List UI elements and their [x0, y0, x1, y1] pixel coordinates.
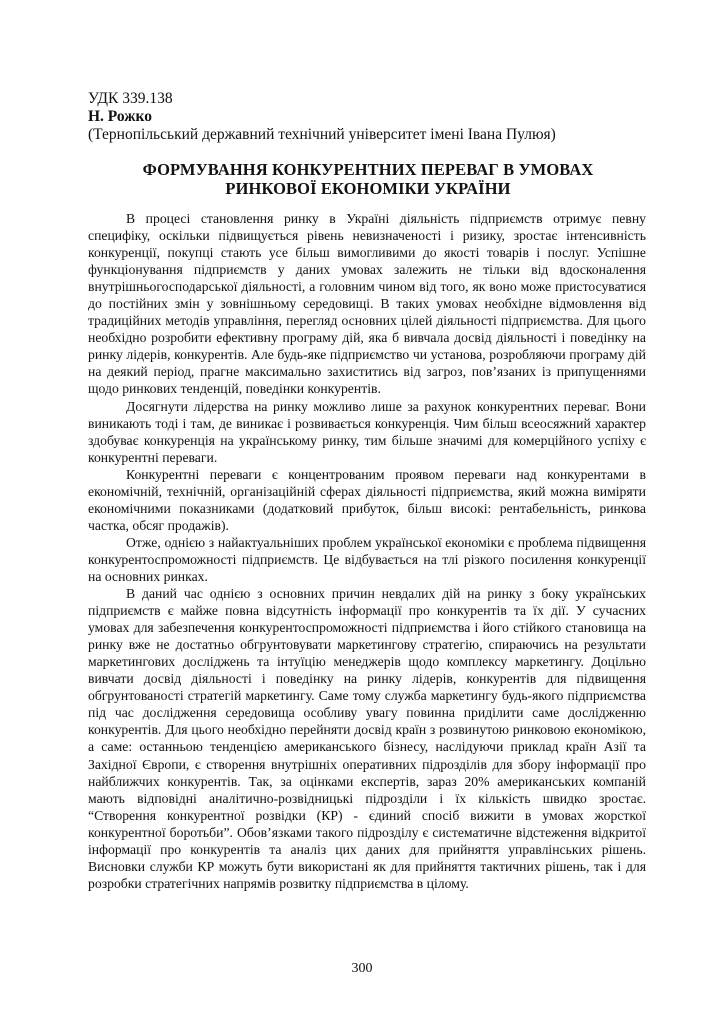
udc-code: УДК 339.138 — [88, 90, 173, 107]
article-header — [88, 90, 648, 144]
title-line-2: РИНКОВОЇ ЕКОНОМІКИ УКРАЇНИ — [225, 179, 511, 198]
title-line-1: ФОРМУВАННЯ КОНКУРЕНТНИХ ПЕРЕВАГ В УМОВАХ — [142, 160, 594, 179]
page-number: 300 — [351, 961, 373, 976]
paragraph: В процесі становлення ринку в Україні діяльність підприємств отримує певну специфіку, оскільки підвищується рівень невизначеності і ризику, зростає інтенсивність конкуренції, покупці стають усе більш вимогливими до якості товарів і послуг. Успішне функціонування підприємств у даних умовах залежить не тільки від вдосконалення внутрішньогосподарської діяльності, а головним чином від того, як воно може пристосуватися до постійних змін у зовнішньому середовищі. В таких умовах необхідне відмовлення від традиційних методів управління, перегляд основних цілей діяльності підприємства. Для цього необхідно розробити ефективну програму дій, яка б вивчала досвід діяльності і поведінку на ринку лідерів, конкурентів. Але будь-яке підприємство чи установа, розробляючи програму дій на деякий період, прагне максимально захиститись від загроз, пов’язаних із припущеннями щодо ринкових тенденцій, поведінки конкурентів. — [88, 211, 646, 397]
author-name: Н. Рожко — [88, 108, 152, 125]
paragraph: Отже, однією з найактуальніших проблем української економіки є проблема підвищення конкурентоспроможності підприємств. Це відбувається на тлі різкого посилення конкуренції на основних ринках. — [88, 534, 646, 584]
paragraph: Досягнути лідерства на ринку можливо лише за рахунок конкурентних переваг. Вони виникають тоді і там, де виникає і розвивається конкуренція. Чим більш всеосяжний характер здобуває конкуренція на українському ринку, тим більше значимі для комерційного успіху є конкурентні переваги. — [88, 398, 646, 465]
article-title — [88, 160, 648, 198]
author-affiliation: (Тернопільський державний технічний університет імені Івана Пулюя) — [88, 126, 556, 143]
article-body — [88, 210, 646, 892]
paragraph: Конкурентні переваги є концентрованим проявом переваги над конкурентами в економічній, технічній, організаційній сферах діяльності підприємства, який можна виміряти економічними показниками (додатковий прибуток, більш високі: рентабельність, ринкова частка, обсяг продажів). — [88, 466, 646, 533]
paragraph: В даний час однією з основних причин невдалих дій на ринку з боку українських підприємств є майже повна відсутність інформації про конкурентів та їх дії. У сучасних умовах для забезпечення конкурентоспроможності підприємства і його стійкого становища на ринку вже не достатньо обгрунтовувати маркетингову стратегію, спираючись на результати маркетингових досліджень та інтуїцію менеджерів щодо комплексу маркетингу. Доцільно вивчати досвід діяльності і поведінку на ринку лідерів, конкурентів для підвищення обгрунтованості стратегій маркетингу. Саме тому служба маркетингу будь-якого підприємства під час дослідження середовища особливу увагу повинна приділити саме дослідженню конкурентів. Для цього необхідно перейняти досвід країн з розвинутою ринковою економікою, а саме: останньою тенденцією американського бізнесу, наслідуючи приклад країн Азії та Західної Європи, є створення внутрішніх оперативних підрозділів для збору інформації про найближчих конкурентів. Так, за оцінками експертів, зараз 20% американських компаній мають відповідні аналітично-розвідницькі підрозділи і їх кількість швидко зростає. “Створення конкурентної розвідки (КР) - єдиний спосіб вижити в умовах жорсткої конкурентної боротьби”. Обов’язками такого підрозділу є систематичне відстеження відкритої інформації про конкурентів та аналіз цих даних для прийняття управлінських рішень. Висновки служби КР можуть бути використані як для прийняття тактичних рішень, так і для розробки стратегічних напрямів розвитку підприємства в цілому. — [88, 586, 646, 891]
